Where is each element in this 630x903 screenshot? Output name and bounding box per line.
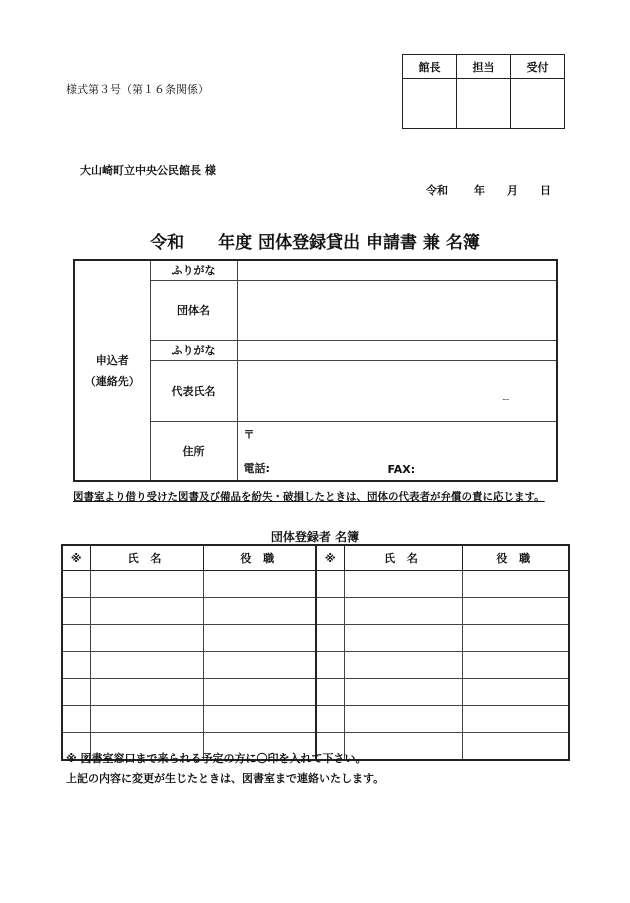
contact-label: （連絡先） bbox=[84, 374, 140, 388]
table-row bbox=[62, 598, 569, 625]
roster-mark-cell-2[interactable] bbox=[316, 652, 344, 679]
applicant-label: 申込者 bbox=[95, 353, 129, 367]
roster-position-cell-2[interactable] bbox=[462, 706, 569, 733]
roster-name-cell-2[interactable] bbox=[344, 571, 462, 598]
roster-position-cell-2[interactable] bbox=[462, 733, 569, 761]
roster-title: 団体登録者 名簿 bbox=[270, 530, 360, 544]
roster-name-cell[interactable] bbox=[90, 679, 203, 706]
roster-name-cell[interactable] bbox=[90, 706, 203, 733]
roster-header-mark-2: ※ bbox=[316, 545, 344, 571]
roster-position-cell-2[interactable] bbox=[462, 652, 569, 679]
roster-name-cell[interactable] bbox=[90, 598, 203, 625]
roster-position-cell-2[interactable] bbox=[462, 571, 569, 598]
postal-mark: 〒 bbox=[243, 427, 255, 441]
roster-position-cell-2[interactable] bbox=[462, 598, 569, 625]
roster-table bbox=[61, 544, 570, 761]
roster-mark-cell[interactable] bbox=[62, 571, 90, 598]
roster-position-cell[interactable] bbox=[203, 625, 316, 652]
address-label: 住所 bbox=[150, 421, 237, 481]
roster-name-cell[interactable] bbox=[90, 652, 203, 679]
roster-mark-cell-2[interactable] bbox=[316, 625, 344, 652]
table-row bbox=[62, 571, 569, 598]
roster-name-cell-2[interactable] bbox=[344, 706, 462, 733]
group-name-field[interactable] bbox=[237, 280, 557, 340]
roster-position-cell-2[interactable] bbox=[462, 679, 569, 706]
roster-mark-cell-2[interactable] bbox=[316, 571, 344, 598]
stamp-cell-reception[interactable] bbox=[511, 79, 565, 129]
roster-body bbox=[62, 571, 569, 761]
roster-name-cell-2[interactable] bbox=[344, 625, 462, 652]
small-mark: ー bbox=[502, 394, 510, 404]
roster-mark-cell[interactable] bbox=[62, 598, 90, 625]
footer-note-1: ※ 図書室窓口まで来られる予定の方に〇印を入れて下さい。 bbox=[66, 752, 367, 765]
roster-header-name-2: 氏 名 bbox=[344, 545, 462, 571]
stamp-cell-staff[interactable] bbox=[457, 79, 511, 129]
form-number: 様式第３号（第１６条関係） bbox=[66, 83, 209, 96]
roster-header-position-2: 役 職 bbox=[462, 545, 569, 571]
roster-name-cell-2[interactable] bbox=[344, 679, 462, 706]
table-row bbox=[62, 625, 569, 652]
roster-position-cell[interactable] bbox=[203, 598, 316, 625]
addressee: 大山崎町立中央公民館長 様 bbox=[80, 164, 216, 177]
roster-header-position: 役 職 bbox=[203, 545, 316, 571]
date-month-label: 月 bbox=[507, 184, 518, 197]
approval-stamp-box bbox=[402, 54, 565, 129]
group-name-label: 団体名 bbox=[150, 280, 237, 340]
furigana-label-rep: ふりがな bbox=[150, 340, 237, 360]
rep-furigana-field[interactable] bbox=[237, 340, 557, 360]
roster-position-cell[interactable] bbox=[203, 652, 316, 679]
fax-label: FAX: bbox=[387, 463, 416, 476]
roster-name-cell[interactable] bbox=[90, 571, 203, 598]
date-day-label: 日 bbox=[540, 184, 551, 197]
roster-name-cell-2[interactable] bbox=[344, 598, 462, 625]
roster-mark-cell-2[interactable] bbox=[316, 679, 344, 706]
representative-label: 代表氏名 bbox=[150, 360, 237, 421]
roster-mark-cell[interactable] bbox=[62, 679, 90, 706]
furigana-label-group: ふりがな bbox=[150, 260, 237, 280]
roster-position-cell[interactable] bbox=[203, 679, 316, 706]
stamp-header-reception: 受付 bbox=[511, 55, 565, 79]
applicant-table bbox=[73, 259, 558, 482]
table-row bbox=[62, 652, 569, 679]
roster-header-mark: ※ bbox=[62, 545, 90, 571]
stamp-header-director: 館長 bbox=[403, 55, 457, 79]
date-era: 令和 bbox=[426, 184, 448, 197]
table-row bbox=[62, 706, 569, 733]
phone-label: 電話: bbox=[243, 462, 270, 475]
representative-field[interactable] bbox=[237, 360, 557, 421]
roster-mark-cell-2[interactable] bbox=[316, 706, 344, 733]
roster-mark-cell[interactable] bbox=[62, 652, 90, 679]
roster-position-cell[interactable] bbox=[203, 706, 316, 733]
date-year-label: 年 bbox=[474, 184, 485, 197]
roster-mark-cell-2[interactable] bbox=[316, 598, 344, 625]
roster-position-cell[interactable] bbox=[203, 571, 316, 598]
footer-note-2: 上記の内容に変更が生じたときは、図書室まで連絡いたします。 bbox=[66, 772, 385, 785]
liability-notice: 図書室より借り受けた図書及び備品を紛失・破損したときは、団体の代表者が弁償の責に応じます。 bbox=[73, 491, 545, 503]
applicant-side-label bbox=[74, 260, 150, 481]
roster-name-cell-2[interactable] bbox=[344, 652, 462, 679]
roster-header-name: 氏 名 bbox=[90, 545, 203, 571]
roster-mark-cell[interactable] bbox=[62, 706, 90, 733]
table-row bbox=[62, 679, 569, 706]
roster-position-cell-2[interactable] bbox=[462, 625, 569, 652]
page-title: 令和 年度 団体登録貸出 申請書 兼 名簿 bbox=[150, 233, 480, 253]
roster-mark-cell[interactable] bbox=[62, 625, 90, 652]
group-furigana-field[interactable] bbox=[237, 260, 557, 280]
stamp-header-staff: 担当 bbox=[457, 55, 511, 79]
address-field[interactable] bbox=[237, 421, 557, 481]
stamp-cell-director[interactable] bbox=[403, 79, 457, 129]
roster-name-cell[interactable] bbox=[90, 625, 203, 652]
date-line[interactable] bbox=[426, 182, 551, 198]
